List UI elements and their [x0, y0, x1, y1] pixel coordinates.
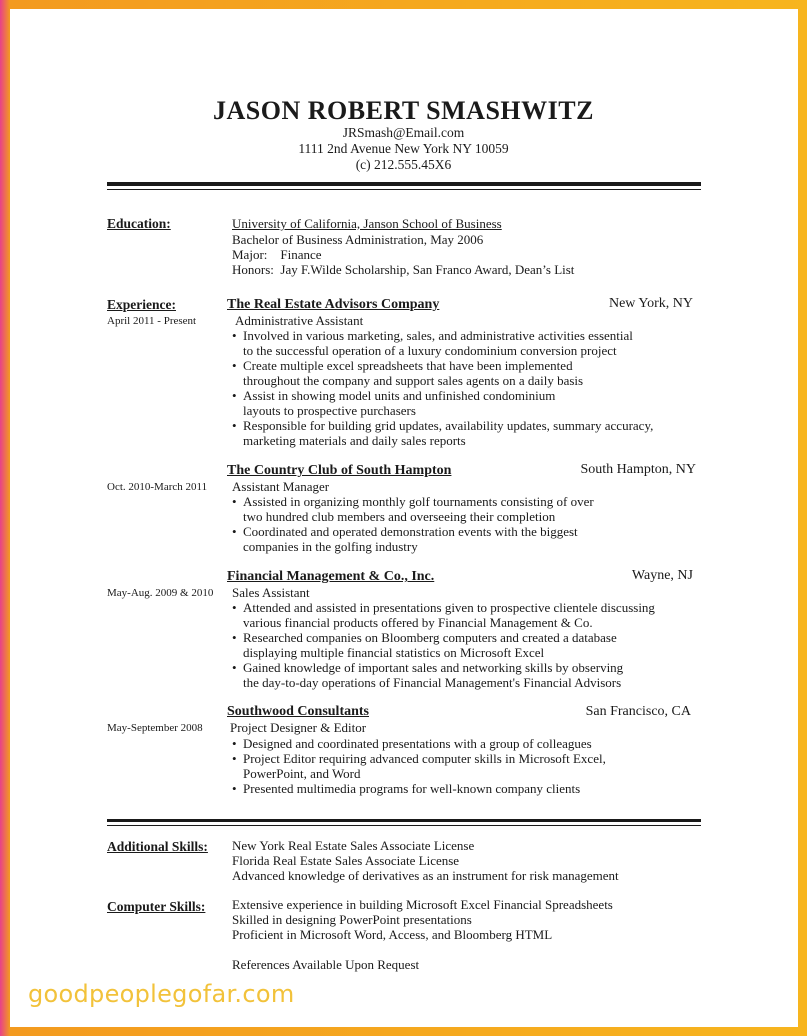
job-bullet: • Presented multimedia programs for well-known company clients	[243, 781, 580, 797]
job-dates: Oct. 2010-March 2011	[107, 481, 208, 493]
job-bullet-cont: to the successful operation of a luxury condominium conversion project	[243, 343, 617, 358]
job-company: The Real Estate Advisors Company	[227, 297, 440, 312]
job-title: Project Designer & Editor	[230, 720, 367, 735]
job-dates: May-September 2008	[107, 722, 203, 734]
job-bullet-cont: throughout the company and support sales agents on a daily basis	[243, 373, 584, 388]
job-location: San Francisco, CA	[585, 704, 691, 719]
job-bullet: • Researched companies on Bloomberg computers and created a database	[243, 630, 617, 646]
skill-line: Skilled in designing PowerPoint presentations	[232, 912, 472, 927]
job-title: Administrative Assistant	[235, 313, 364, 328]
education-major: Major: Finance	[232, 247, 322, 262]
job-location: Wayne, NJ	[631, 568, 693, 583]
job-bullet: • Assisted in organizing monthly golf tournaments consisting of over	[243, 494, 594, 510]
job-location: South Hampton, NY	[580, 462, 696, 477]
job-bullet: • Attended and assisted in presentations given to prospective clientele discussing	[243, 600, 655, 616]
watermark-text: goodpeoplegofar.com	[28, 980, 295, 1008]
header-rule-thin	[107, 189, 701, 190]
job-bullet: • Project Editor requiring advanced computer skills in Microsoft Excel,	[243, 751, 606, 767]
job-bullet-cont: the day-to-day operations of Financial Management's Financial Advisors	[243, 675, 622, 690]
job-dates: May-Aug. 2009 & 2010	[107, 587, 214, 599]
experience-heading: Experience:	[107, 297, 176, 312]
job-company: Financial Management & Co., Inc.	[227, 569, 435, 584]
resume-name: JASON ROBERT SMASHWITZ	[213, 96, 594, 125]
contact-phone: (c) 212.555.45X6	[355, 157, 452, 172]
computer-skills-heading: Computer Skills:	[107, 899, 206, 914]
skill-line: Extensive experience in building Microsoft Excel Financial Spreadsheets	[232, 897, 613, 912]
job-company: The Country Club of South Hampton	[227, 463, 452, 478]
job-bullet: • Assist in showing model units and unfinished condominium	[243, 388, 555, 404]
contact-address: 1111 2nd Avenue New York NY 10059	[298, 141, 509, 156]
job-bullet-cont: marketing materials and daily sales reports	[243, 433, 466, 448]
additional-skills-heading: Additional Skills:	[107, 839, 208, 854]
section-rule-thick	[107, 819, 701, 822]
job-bullet-cont: PowerPoint, and Word	[243, 766, 361, 781]
skill-line: Proficient in Microsoft Word, Access, and Bloomberg HTML	[232, 927, 553, 942]
job-bullet-cont: various financial products offered by Financial Management & Co.	[243, 615, 593, 630]
education-degree: Bachelor of Business Administration, May 2006	[232, 232, 484, 247]
job-bullet: • Coordinated and operated demonstration events with the biggest	[243, 524, 578, 540]
education-honors: Honors: Jay F.Wilde Scholarship, San Franco Award, Dean’s List	[232, 262, 575, 277]
job-company: Southwood Consultants	[227, 704, 369, 719]
job-bullet: • Create multiple excel spreadsheets that have been implemented	[243, 358, 573, 374]
job-title: Assistant Manager	[232, 479, 330, 494]
job-bullet-cont: displaying multiple financial statistics on Microsoft Excel	[243, 645, 545, 660]
education-heading: Education:	[107, 216, 171, 231]
section-rule-thin	[107, 825, 701, 826]
references-note: References Available Upon Request	[232, 957, 420, 972]
job-title: Sales Assistant	[232, 585, 310, 600]
contact-email: JRSmash@Email.com	[342, 125, 465, 140]
job-bullet-cont: companies in the golfing industry	[243, 539, 418, 554]
job-bullet-cont: two hundred club members and overseeing their completion	[243, 509, 556, 524]
job-bullet: • Designed and coordinated presentations with a group of colleagues	[243, 736, 592, 752]
skill-line: Florida Real Estate Sales Associate License	[232, 853, 460, 868]
skill-line: Advanced knowledge of derivatives as an instrument for risk management	[232, 868, 619, 883]
skill-line: New York Real Estate Sales Associate License	[232, 838, 475, 853]
job-bullet-cont: layouts to prospective purchasers	[243, 403, 416, 418]
header-rule-thick	[107, 182, 701, 186]
job-bullet: • Involved in various marketing, sales, and administrative activities essential	[243, 328, 633, 344]
job-location: New York, NY	[608, 296, 693, 311]
education-school: University of California, Janson School of Business	[232, 216, 502, 231]
job-bullet: • Responsible for building grid updates, availability updates, summary accuracy,	[243, 418, 653, 434]
job-bullet: • Gained knowledge of important sales and networking skills by observing	[243, 660, 623, 676]
job-dates: April 2011 - Present	[107, 315, 197, 327]
